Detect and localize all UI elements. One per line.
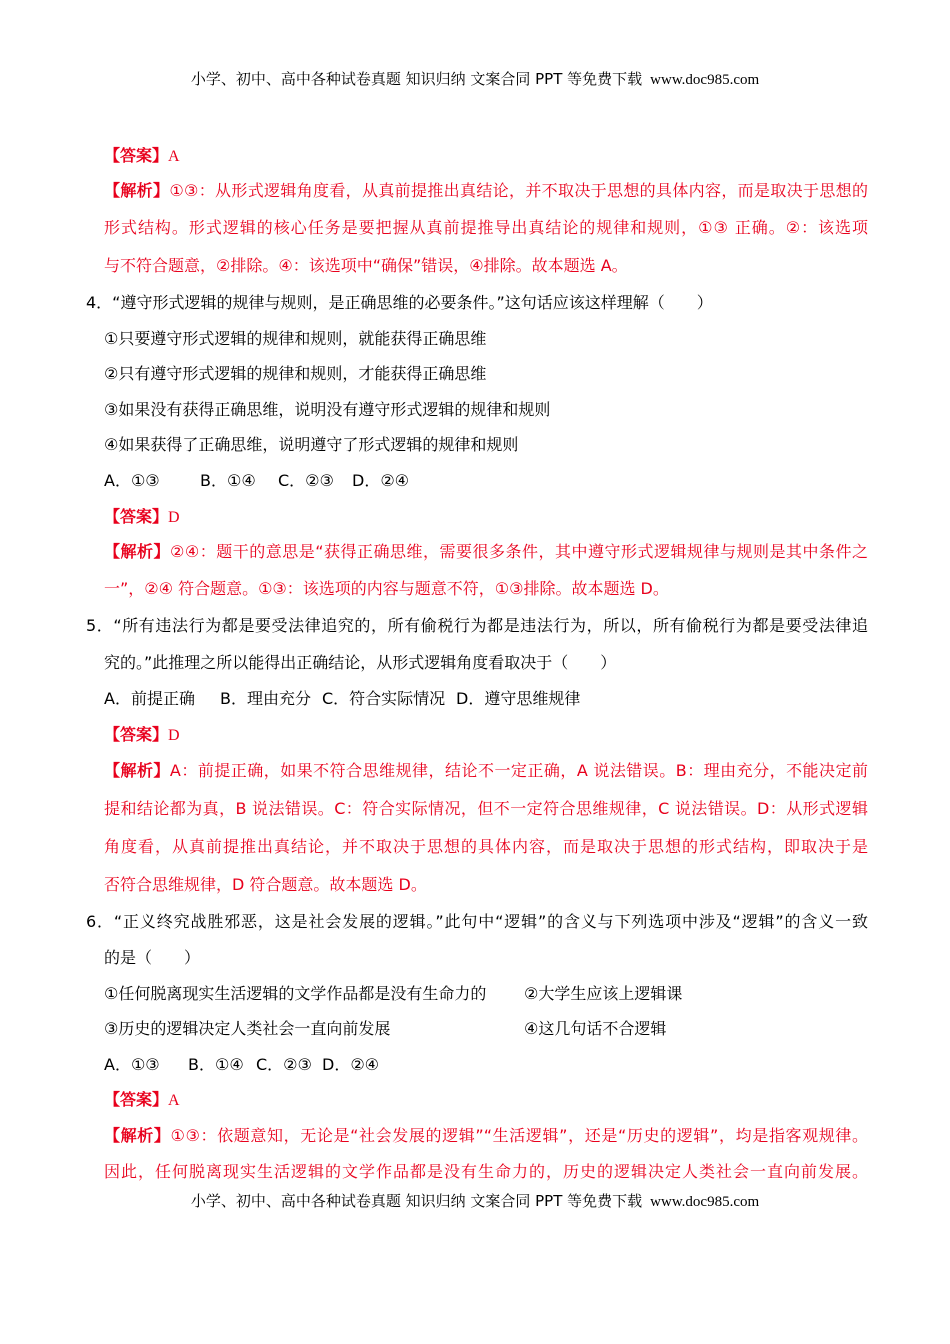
option-a[interactable]: A．①③ — [104, 471, 160, 490]
answer-tag: 【答案】 — [104, 725, 169, 744]
option-d[interactable]: D．遵守思维规律 — [456, 689, 581, 708]
option-a[interactable]: A．前提正确 — [104, 689, 195, 708]
q5-answer — [104, 724, 868, 747]
option-b[interactable]: B．①④ — [200, 471, 256, 490]
q6-item-2: ②大学生应该上逻辑课 — [524, 984, 683, 1003]
q6-item-3: ③历史的逻辑决定人类社会一直向前发展 — [104, 1019, 391, 1038]
q3-answer — [104, 145, 868, 168]
q4-item-2: ②只有遵守形式逻辑的规律和规则，才能获得正确思维 — [104, 364, 487, 383]
q4-item-3: ③如果没有获得正确思维，说明没有遵守形式逻辑的规律和规则 — [104, 400, 551, 419]
q4-item-1: ①只要遵守形式逻辑的规律和规则，就能获得正确思维 — [104, 329, 487, 348]
q4-analysis-line-1: 【解析】②④：题干的意思是“获得正确思维，需要很多条件，其中遵守形式逻辑规律与规则是其中条件之 — [104, 542, 868, 561]
option-b[interactable]: B．理由充分 — [220, 689, 311, 708]
option-d[interactable]: D．②④ — [352, 471, 410, 490]
q6-item-4: ④这几句话不合逻辑 — [524, 1019, 667, 1038]
q6-stem-line-1: 6．“正义终究战胜邪恶，这是社会发展的逻辑。”此句中“逻辑”的含义与下列选项中涉及“逻辑”的含义一致 — [86, 912, 868, 931]
header-text: 小学、初中、高中各种试卷真题 知识归纳 文案合同 PPT 等免费下载 — [190, 70, 643, 88]
option-c[interactable]: C．②③ — [256, 1055, 312, 1074]
footer-url[interactable]: www.doc985.com — [650, 1194, 760, 1210]
page-footer — [0, 1190, 950, 1211]
answer-value: D — [168, 727, 180, 744]
page-header — [0, 68, 950, 89]
q6-analysis-line-1: 【解析】①③：依题意知，无论是“社会发展的逻辑”“生活逻辑”，还是“历史的逻辑”，均是指客观规律。 — [104, 1126, 868, 1145]
q3-analysis-line-1: 【解析】①③：从形式逻辑角度看，从真前提推出真结论，并不取决于思想的具体内容，而是取决于思想的 — [104, 181, 868, 200]
q4-answer — [104, 506, 868, 529]
answer-value: A — [168, 148, 180, 165]
footer-text: 小学、初中、高中各种试卷真题 知识归纳 文案合同 PPT 等免费下载 — [190, 1192, 643, 1210]
answer-tag: 【答案】 — [104, 146, 169, 165]
q5-analysis-line-4: 否符合思维规律，D 符合题意。故本题选 D。 — [104, 875, 427, 894]
answer-value: A — [168, 1092, 180, 1109]
q4-options — [104, 470, 868, 492]
q5-options — [104, 688, 868, 710]
option-c[interactable]: C．②③ — [278, 471, 334, 490]
answer-value: D — [168, 509, 180, 526]
analysis-tag: 【解析】 — [104, 1126, 171, 1145]
analysis-tag: 【解析】 — [104, 181, 170, 200]
option-c[interactable]: C．符合实际情况 — [322, 689, 446, 708]
q3-analysis-line-3: 与不符合题意，②排除。④：该选项中“确保”错误，④排除。故本题选 A。 — [104, 256, 628, 275]
header-url[interactable]: www.doc985.com — [650, 72, 760, 88]
q4-stem: 4．“遵守形式逻辑的规律与规则，是正确思维的必要条件。”这句话应该这样理解（ ） — [86, 293, 713, 312]
q5-analysis-line-2: 提和结论都为真，B 说法错误。C：符合实际情况，但不一定符合思维规律，C 说法错误。D：从形式逻辑 — [104, 799, 868, 818]
answer-tag: 【答案】 — [104, 507, 169, 526]
q4-analysis-line-2: 一”，②④ 符合题意。①③：该选项的内容与题意不符，①③排除。故本题选 D。 — [104, 579, 669, 598]
q5-analysis-line-1: 【解析】A：前提正确，如果不符合思维规律，结论不一定正确，A 说法错误。B：理由充分，不能决定前 — [104, 761, 868, 780]
q3-analysis-line-2: 形式结构。形式逻辑的核心任务是要把握从真前提推导出真结论的规律和规则，①③ 正确。②：该选项 — [104, 218, 868, 237]
q4-item-4: ④如果获得了正确思维，说明遵守了形式逻辑的规律和规则 — [104, 435, 519, 454]
q6-item-row-2 — [104, 1018, 868, 1040]
option-d[interactable]: D．②④ — [322, 1055, 380, 1074]
q6-analysis-line-2: 因此，任何脱离现实生活逻辑的文学作品都是没有生命力的，历史的逻辑决定人类社会一直向前发展。 — [104, 1162, 868, 1181]
option-b[interactable]: B．①④ — [188, 1055, 244, 1074]
analysis-tag: 【解析】 — [104, 761, 170, 780]
q5-stem-line-2: 究的。”此推理之所以能得出正确结论，从形式逻辑角度看取决于（ ） — [104, 653, 617, 672]
q6-answer — [104, 1089, 868, 1112]
q5-stem-line-1: 5．“所有违法行为都是要受法律追究的，所有偷税行为都是违法行为，所以，所有偷税行为都是要受法律追 — [86, 616, 868, 635]
q6-options — [104, 1054, 868, 1076]
analysis-tag: 【解析】 — [104, 542, 171, 561]
q5-analysis-line-3: 角度看，从真前提推出真结论，并不取决于思想的具体内容，而是取决于思想的形式结构，即取决于是 — [104, 837, 868, 856]
option-a[interactable]: A．①③ — [104, 1055, 160, 1074]
answer-tag: 【答案】 — [104, 1090, 169, 1109]
q6-stem-line-2: 的是（ ） — [104, 948, 201, 967]
q6-item-row-1 — [104, 983, 868, 1005]
q6-item-1: ①任何脱离现实生活逻辑的文学作品都是没有生命力的 — [104, 984, 487, 1003]
